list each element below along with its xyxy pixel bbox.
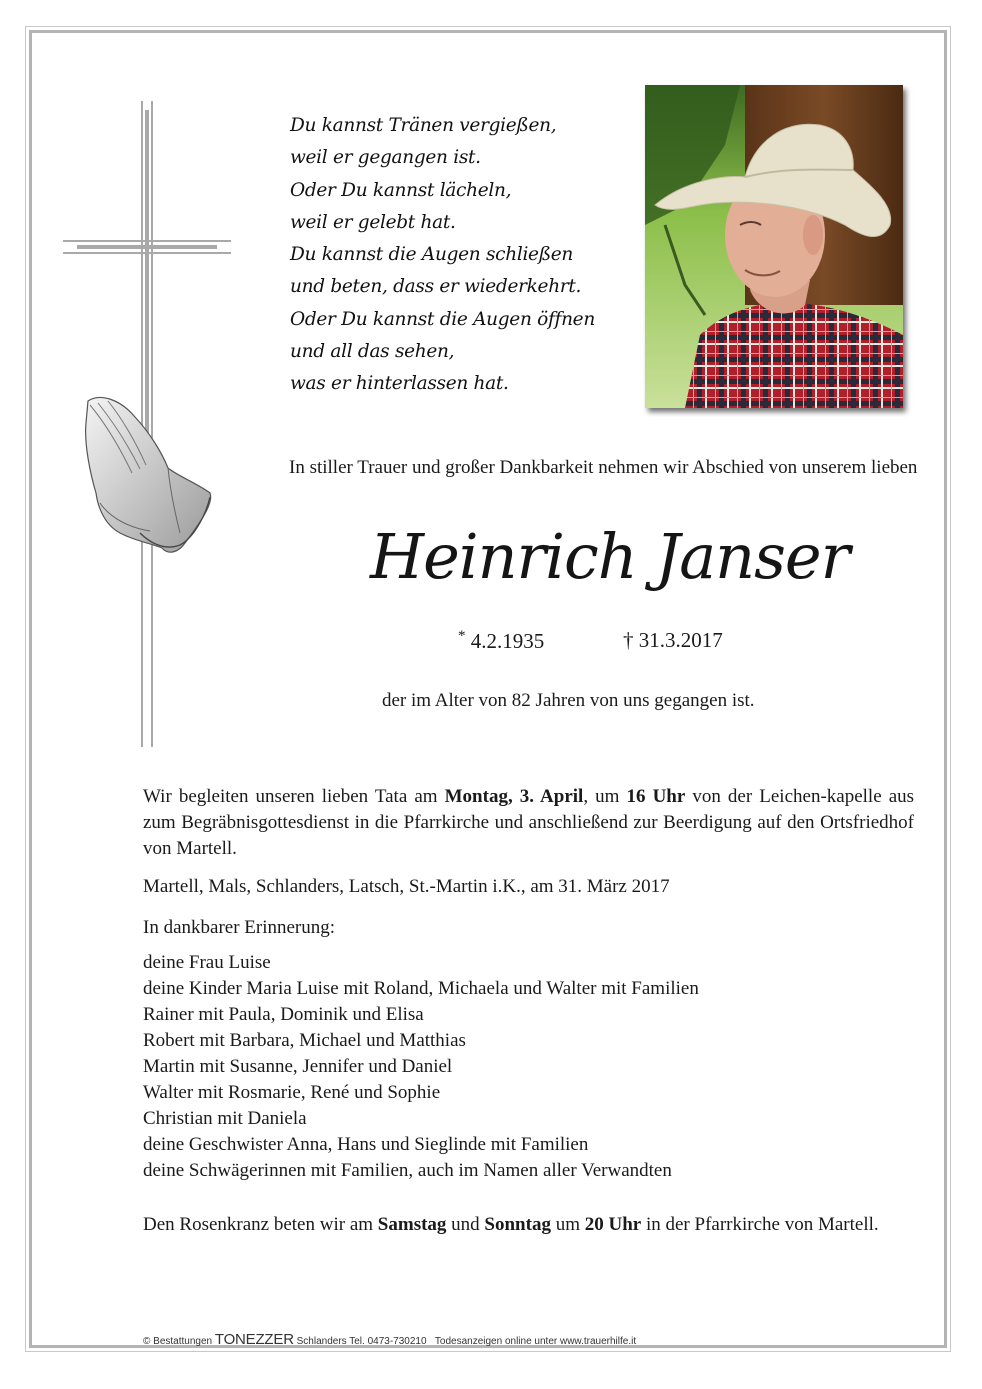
poem-line: Oder Du kannst die Augen öffnen xyxy=(290,308,595,330)
poem-line: Du kannst die Augen schließen xyxy=(290,244,574,266)
age-text: der im Alter von 82 Jahren von uns gegangen ist. xyxy=(382,690,755,711)
rosary-time: 20 Uhr xyxy=(584,1214,642,1235)
deceased-name: Heinrich Janser xyxy=(370,520,850,593)
rosary-text: in der Pfarrkirche von Martell. xyxy=(641,1214,879,1235)
death-date-value: 31.3.2017 xyxy=(638,628,723,652)
praying-hands-icon xyxy=(80,393,220,573)
death-symbol: † xyxy=(623,628,634,652)
funeral-text: Wir begleiten unseren lieben Tata am xyxy=(143,786,445,807)
footer-online-link[interactable]: Todesanzeigen online unter www.trauerhilfe.it xyxy=(434,1336,637,1347)
birth-symbol: * xyxy=(458,628,466,644)
family-item: deine Geschwister Anna, Hans und Sieglinde mit Familien xyxy=(143,1134,589,1155)
funeral-day: Montag, 3. April xyxy=(444,786,584,807)
rosary-day-1: Samstag xyxy=(377,1214,447,1235)
poem xyxy=(290,110,595,401)
funeral-text: , um xyxy=(583,786,627,807)
funeral-text: von der Leichen-kapelle aus zum Begräbnisgottesdienst in die Pfarrkirche und anschließend zur Beerdigung auf den Ortsfriedhof von Martell. xyxy=(143,786,915,859)
footer-phone: Tel. 0473-730210 xyxy=(349,1336,427,1347)
birth-date-value: 4.2.1935 xyxy=(470,629,545,653)
family-item: Martin mit Susanne, Jennifer und Daniel xyxy=(143,1056,453,1077)
rosary-text: um xyxy=(550,1214,585,1235)
footer-brand: TONEZZER xyxy=(214,1331,294,1348)
family-item: deine Kinder Maria Luise mit Roland, Michaela und Walter mit Familien xyxy=(143,978,699,999)
footer-location: Schlanders xyxy=(293,1336,350,1347)
family-list xyxy=(143,950,914,1184)
family-item: Christian mit Daniela xyxy=(143,1108,307,1129)
poem-line: weil er gelebt hat. xyxy=(290,211,456,233)
family-item: Robert mit Barbara, Michael und Matthias xyxy=(143,1030,466,1051)
birth-date xyxy=(458,628,544,654)
poem-line: Oder Du kannst lächeln, xyxy=(290,179,512,201)
poem-line: weil er gegangen ist. xyxy=(290,147,481,169)
poem-line: und beten, dass er wiederkehrt. xyxy=(290,276,582,298)
family-item: Rainer mit Paula, Dominik und Elisa xyxy=(143,1004,424,1025)
intro-text: In stiller Trauer und großer Dankbarkeit nehmen wir Abschied von unserem lieben xyxy=(289,457,918,478)
portrait-photo xyxy=(645,85,903,408)
footer-prefix: © Bestattungen xyxy=(143,1336,215,1347)
family-item: Walter mit Rosmarie, René und Sophie xyxy=(143,1082,441,1103)
rosary-day-2: Sonntag xyxy=(484,1214,551,1235)
poem-line: Du kannst Tränen vergießen, xyxy=(290,115,557,136)
memory-heading: In dankbarer Erinnerung: xyxy=(143,917,336,938)
portrait-image xyxy=(645,85,903,408)
family-item: deine Schwägerinnen mit Familien, auch im Namen aller Verwandten xyxy=(143,1160,672,1181)
poem-line: was er hinterlassen hat. xyxy=(290,373,509,395)
rosary-notice xyxy=(143,1212,914,1238)
funeral-time: 16 Uhr xyxy=(626,786,686,807)
footer xyxy=(143,1331,636,1348)
death-date xyxy=(623,628,723,653)
poem-line: und all das sehen, xyxy=(290,341,455,363)
places-date: Martell, Mals, Schlanders, Latsch, St.-Martin i.K., am 31. März 2017 xyxy=(143,876,670,897)
family-item: deine Frau Luise xyxy=(143,952,271,973)
rosary-text: Den Rosenkranz beten wir am xyxy=(143,1214,378,1235)
rosary-text: und xyxy=(446,1214,485,1235)
funeral-notice xyxy=(143,784,914,862)
